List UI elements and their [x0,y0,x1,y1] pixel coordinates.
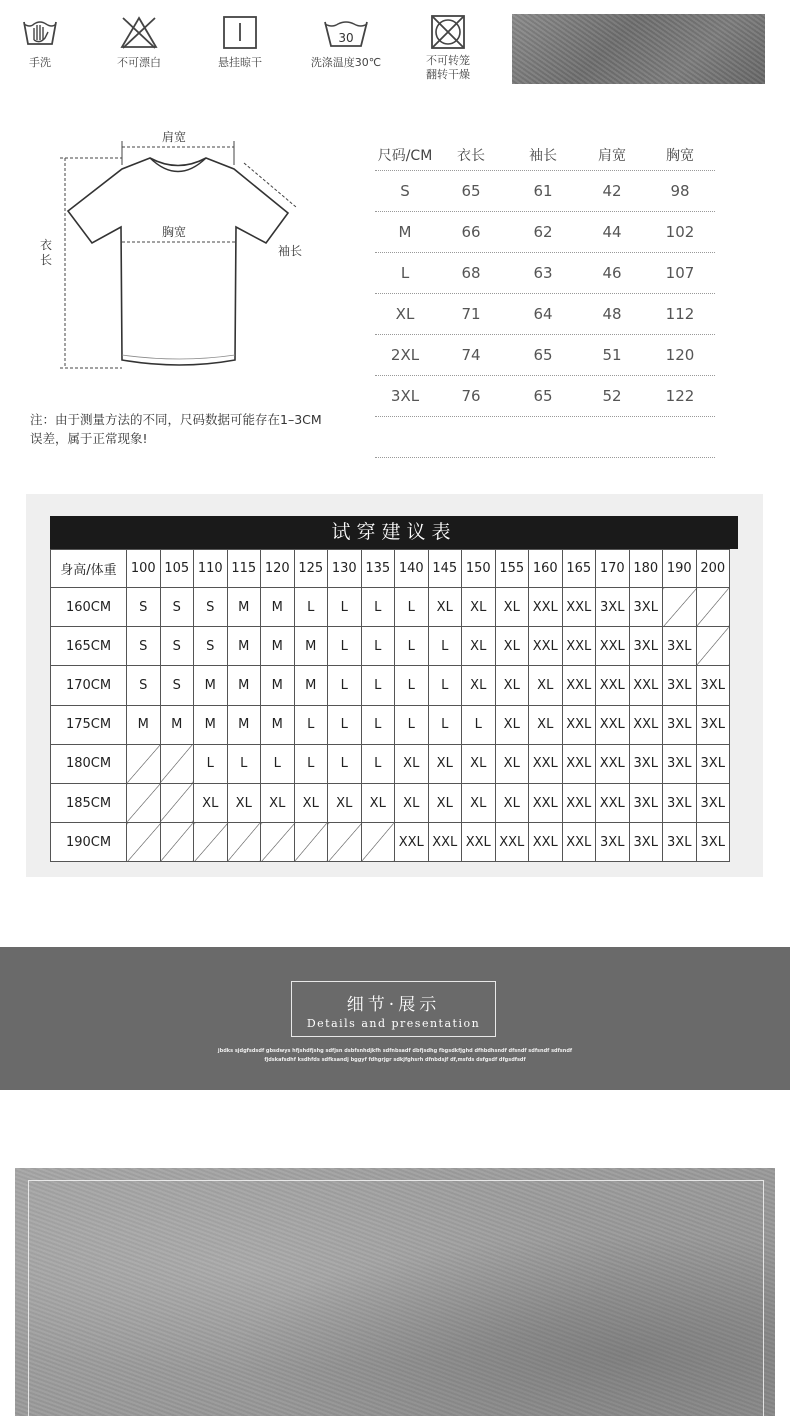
weight-header: 140 [395,550,429,588]
weight-header: 200 [696,550,730,588]
size-recommendation-cell: M [261,666,295,705]
size-recommendation-cell: XXL [495,823,529,862]
wash-temp-icon [322,14,370,50]
size-cell: 74 [461,346,481,364]
size-recommendation-cell: XL [428,783,462,822]
weight-header: 145 [428,550,462,588]
size-cell: 65 [461,182,481,200]
size-recommendation-cell: XXL [562,627,596,666]
size-table-header [375,140,715,171]
na-cell [227,823,261,862]
shoulder-label: 肩宽 [162,130,187,144]
size-row [375,253,715,294]
size-recommendation-cell: XXL [596,705,630,744]
height-cell: 180CM [51,744,127,783]
size-cell: 65 [533,387,553,405]
size-recommendation-cell: 3XL [663,705,697,744]
size-recommendation-cell: L [227,744,261,783]
banner-title-box [291,981,496,1037]
size-recommendation-cell: 3XL [663,744,697,783]
photo-frame [28,1180,764,1417]
size-recommendation-cell: L [294,744,328,783]
weight-header: 125 [294,550,328,588]
measurement-note: 注：由于测量方法的不同，尺码数据可能存在1–3CM误差，属于正常现象! [30,412,322,446]
size-cell: 52 [602,387,622,405]
weight-header: 150 [462,550,496,588]
size-recommendation-cell: XL [194,783,228,822]
size-recommendation-cell: XL [462,627,496,666]
size-recommendation-cell: M [227,666,261,705]
weight-header: 180 [629,550,663,588]
size-recommendation-cell: XXL [529,627,563,666]
size-cell: 3XL [390,387,420,405]
size-recommendation-cell: L [328,588,362,627]
care-label: 手洗 [29,56,51,69]
size-cell: 64 [533,305,553,323]
sleeve-label: 袖长 [278,244,303,258]
size-recommendation-cell: L [361,744,395,783]
size-cell: XL [395,305,415,323]
size-recommendation-cell: L [328,705,362,744]
size-recommendation-cell: L [294,588,328,627]
na-cell [127,744,161,783]
size-recommendation-cell: XL [529,705,563,744]
size-recommendation-cell: XL [328,783,362,822]
size-recommendation-cell: 3XL [596,588,630,627]
weight-header: 100 [127,550,161,588]
size-row [375,212,715,253]
size-cell: 63 [533,264,553,282]
height-row [51,744,730,783]
size-recommendation-cell: M [261,588,295,627]
size-recommendation-cell: L [194,744,228,783]
size-recommendation-cell: XL [495,588,529,627]
na-cell [194,823,228,862]
weight-header: 110 [194,550,228,588]
size-recommendation-cell: XXL [529,588,563,627]
size-recommendation-cell: XL [495,783,529,822]
size-recommendation-cell: XL [462,744,496,783]
header-chest: 胸宽 [666,148,694,164]
height-cell: 190CM [51,823,127,862]
size-recommendation-cell: L [428,627,462,666]
length-label: 衣长 [40,238,53,267]
size-recommendation-cell: L [462,705,496,744]
size-cell: 107 [665,264,695,282]
size-recommendation-cell: M [261,705,295,744]
corner-cell: 身高/体重 [51,550,127,588]
weight-header: 115 [227,550,261,588]
size-recommendation-cell: S [127,588,161,627]
size-cell: 62 [533,223,553,241]
size-recommendation-cell: XL [462,783,496,822]
size-recommendation-cell: 3XL [696,744,730,783]
na-cell [294,823,328,862]
size-recommendation-cell: 3XL [629,588,663,627]
size-recommendation-cell: XL [529,666,563,705]
size-recommendation-cell: XXL [562,705,596,744]
size-recommendation-cell: XXL [562,823,596,862]
size-recommendation-cell: XXL [562,783,596,822]
size-cell: 2XL [390,346,420,364]
size-cell: 76 [461,387,481,405]
banner-title-en: Details and presentation [306,1017,481,1030]
na-cell [127,823,161,862]
size-recommendation-cell: M [194,666,228,705]
size-recommendation-cell: 3XL [696,666,730,705]
size-row [375,294,715,335]
recommendation-title: 试穿建议表 [50,516,738,549]
size-cell: 44 [602,223,622,241]
size-recommendation-cell: XXL [428,823,462,862]
na-cell [361,823,395,862]
size-recommendation-cell: L [361,588,395,627]
size-recommendation-cell: XXL [529,783,563,822]
size-recommendation-cell: L [361,627,395,666]
size-recommendation-cell: XL [462,666,496,705]
size-recommendation-cell: XL [495,744,529,783]
na-cell [663,588,697,627]
size-recommendation-cell: M [127,705,161,744]
size-cell: 98 [670,182,690,200]
size-recommendation-cell: XL [294,783,328,822]
size-cell: 48 [602,305,622,323]
size-cell: 122 [665,387,695,405]
size-recommendation-cell: 3XL [663,783,697,822]
size-recommendation-cell: XL [495,666,529,705]
size-recommendation-cell: S [160,588,194,627]
size-row [375,171,715,212]
size-recommendation-cell: XL [495,627,529,666]
fabric-swatch-image [512,14,765,84]
size-recommendation-cell: 3XL [663,823,697,862]
care-label: 不可转笼翻转干燥 [426,54,470,81]
size-cell: 51 [602,346,622,364]
size-recommendation-cell: XL [462,588,496,627]
size-table-body [375,171,715,417]
size-recommendation-cell: 3XL [596,823,630,862]
size-recommendation-cell: S [127,627,161,666]
size-recommendation-cell: XXL [462,823,496,862]
tshirt-diagram [30,125,320,380]
size-recommendation-cell: 3XL [629,744,663,783]
size-cell: 65 [533,346,553,364]
size-recommendation-cell: XL [395,744,429,783]
size-recommendation-cell: L [361,666,395,705]
size-recommendation-cell: XXL [629,705,663,744]
hang-dry-icon [220,14,260,50]
weight-header: 120 [261,550,295,588]
size-recommendation-cell: L [395,666,429,705]
size-recommendation-cell: XXL [562,744,596,783]
care-hang-dry [200,14,280,70]
size-cell: M [398,223,412,241]
size-recommendation-cell: XL [361,783,395,822]
size-recommendation-cell: L [294,705,328,744]
na-cell [696,627,730,666]
size-cell: S [400,182,410,200]
weight-header: 165 [562,550,596,588]
care-hand-wash [0,14,80,70]
banner-small-text: jbdks sjdgfsdsdf gbsdwys hfjshdfjshg sdfjsn dsbfsnhdjkfh sdfnbsadf dbfjsdhg fbgsdkfjghd dfhbdhsndf dfsndf sdfsndf sdfsndf [217,1048,573,1054]
wash-temp-value: 30 [338,31,354,45]
hand-wash-icon [20,14,60,50]
size-recommendation-cell: 3XL [696,783,730,822]
size-recommendation-cell: XL [227,783,261,822]
weight-header: 130 [328,550,362,588]
height-cell: 185CM [51,783,127,822]
size-recommendation-cell: XL [261,783,295,822]
size-recommendation-cell: M [194,705,228,744]
weight-header: 135 [361,550,395,588]
size-cell: 120 [665,346,695,364]
care-wash-temp [306,14,386,70]
height-row [51,705,730,744]
size-cell: 68 [461,264,481,282]
header-length: 衣长 [457,148,485,164]
height-row [51,783,730,822]
weight-header: 155 [495,550,529,588]
size-recommendation-cell: XXL [562,666,596,705]
care-no-bleach [99,14,179,70]
size-recommendation-cell: M [294,627,328,666]
na-cell [696,588,730,627]
header-size: 尺码/CM [377,148,433,164]
care-no-tumble-dry [408,14,488,82]
size-recommendation-cell: XL [495,705,529,744]
size-recommendation-cell: L [261,744,295,783]
size-recommendation-cell: M [294,666,328,705]
size-recommendation-cell: M [160,705,194,744]
size-row [375,376,715,417]
size-recommendation-cell: L [328,744,362,783]
size-row [375,335,715,376]
size-recommendation-cell: L [328,666,362,705]
na-cell [127,783,161,822]
header-sleeve: 袖长 [529,148,557,164]
no-bleach-icon [119,14,159,50]
size-table [375,140,715,458]
size-recommendation-cell: XL [428,744,462,783]
na-cell [328,823,362,862]
size-recommendation-cell: L [395,588,429,627]
size-table-empty-row [375,417,715,458]
care-label: 洗涤温度30℃ [310,56,382,69]
size-recommendation-cell: M [227,588,261,627]
size-recommendation-cell: L [428,705,462,744]
size-recommendation-cell: L [395,627,429,666]
size-recommendation-cell: 3XL [663,666,697,705]
size-recommendation-cell: 3XL [696,705,730,744]
size-cell: L [400,264,410,282]
size-recommendation-cell: 3XL [663,627,697,666]
size-recommendation-cell: XXL [629,666,663,705]
size-recommendation-cell: XL [428,588,462,627]
size-recommendation-cell: M [261,627,295,666]
no-tumble-dry-icon [428,14,468,50]
size-cell: 102 [665,223,695,241]
size-recommendation-cell: XXL [395,823,429,862]
care-label: 悬挂晾干 [218,56,262,69]
height-row [51,588,730,627]
size-recommendation-cell: L [428,666,462,705]
size-recommendation-cell: L [395,705,429,744]
banner-small-text-2: fjdskafsdhf ksdhfds sdfksandj bggyf fdhgrjgr sdkjfghsrh dfnbdsjf df,msfds dsfgsdf dfgsdfsdf [264,1057,526,1063]
size-recommendation-cell: S [127,666,161,705]
chest-label: 胸宽 [162,225,187,239]
size-cell: 66 [461,223,481,241]
weight-header: 170 [596,550,630,588]
size-recommendation-cell: M [227,705,261,744]
size-cell: 61 [533,182,553,200]
size-recommendation-cell: XXL [596,744,630,783]
care-label: 不可漂白 [117,56,161,69]
na-cell [261,823,295,862]
weight-header: 160 [529,550,563,588]
size-recommendation-cell: 3XL [629,627,663,666]
height-row [51,823,730,862]
size-recommendation-cell: XXL [529,823,563,862]
size-cell: 71 [461,305,481,323]
height-cell: 170CM [51,666,127,705]
height-row [51,666,730,705]
size-recommendation-cell: L [361,705,395,744]
height-cell: 165CM [51,627,127,666]
na-cell [160,783,194,822]
size-recommendation-cell: L [328,627,362,666]
size-recommendation-cell: XXL [596,783,630,822]
size-recommendation-cell: XXL [562,588,596,627]
height-row [51,627,730,666]
size-recommendation-cell: XXL [596,666,630,705]
size-recommendation-cell: XL [395,783,429,822]
height-cell: 175CM [51,705,127,744]
header-shoulder: 肩宽 [598,148,626,164]
size-cell: 42 [602,182,622,200]
size-cell: 46 [602,264,622,282]
size-recommendation-cell: M [227,627,261,666]
na-cell [160,823,194,862]
height-cell: 160CM [51,588,127,627]
size-recommendation-cell: 3XL [629,783,663,822]
size-recommendation-cell: S [194,588,228,627]
weight-header: 190 [663,550,697,588]
size-recommendation-cell: S [194,627,228,666]
na-cell [160,744,194,783]
size-cell: 112 [665,305,695,323]
weight-header-row [51,550,730,588]
weight-header: 105 [160,550,194,588]
size-recommendation-cell: XXL [529,744,563,783]
size-recommendation-cell: XXL [596,627,630,666]
banner-title-cn: 细节·展示 [346,995,441,1015]
size-recommendation-cell: 3XL [629,823,663,862]
size-recommendation-cell: S [160,666,194,705]
recommendation-table [50,549,730,862]
size-recommendation-cell: S [160,627,194,666]
size-recommendation-cell: 3XL [696,823,730,862]
